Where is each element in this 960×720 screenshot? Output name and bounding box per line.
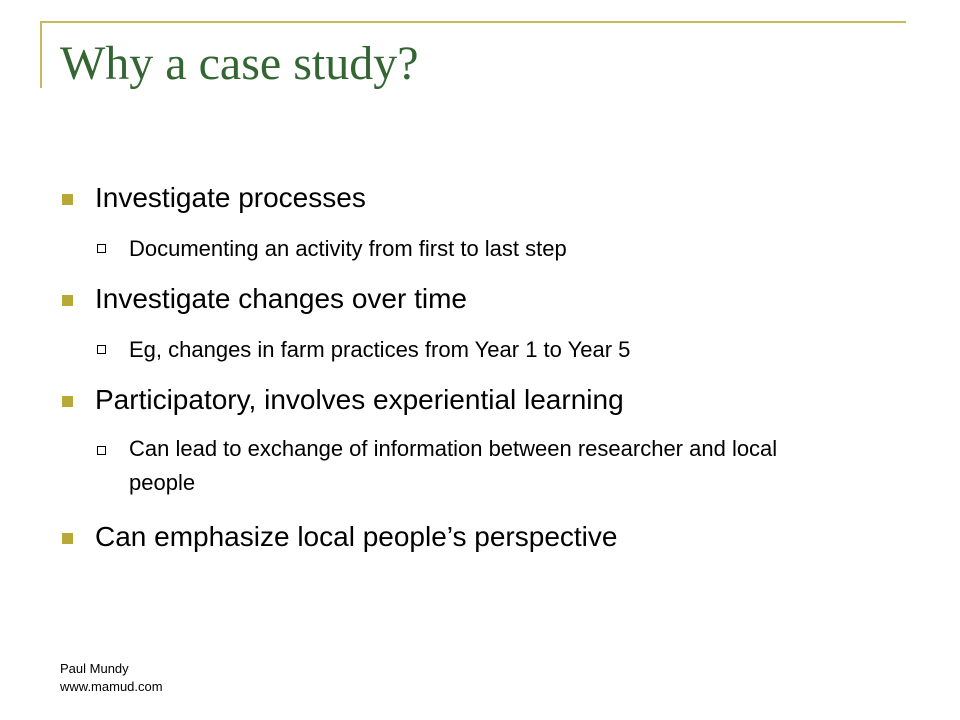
sub-bullet-item: Documenting an activity from first to last step (129, 236, 567, 261)
sub-bullet-item: Eg, changes in farm practices from Year 1 to Year 5 (129, 337, 631, 362)
accent-line-top (40, 21, 906, 23)
square-bullet-icon (62, 396, 73, 407)
box-bullet-icon (97, 345, 106, 354)
square-bullet-icon (62, 533, 73, 544)
square-bullet-icon (62, 295, 73, 306)
slide-title: Why a case study? (60, 37, 419, 90)
footer (60, 660, 163, 696)
footer-website: www.mamud.com (60, 679, 163, 694)
bullet-item: Investigate processes (95, 182, 366, 213)
footer-author: Paul Mundy (60, 661, 129, 676)
bullet-item: Investigate changes over time (95, 283, 467, 314)
accent-line-left (40, 21, 42, 88)
box-bullet-icon (97, 446, 106, 455)
bullet-item: Can emphasize local people’s perspective (95, 521, 618, 552)
square-bullet-icon (62, 194, 73, 205)
box-bullet-icon (97, 244, 106, 253)
bullet-item: Participatory, involves experiential learning (95, 384, 624, 415)
sub-bullet-item: Can lead to exchange of information between researcher and local people (129, 436, 778, 495)
